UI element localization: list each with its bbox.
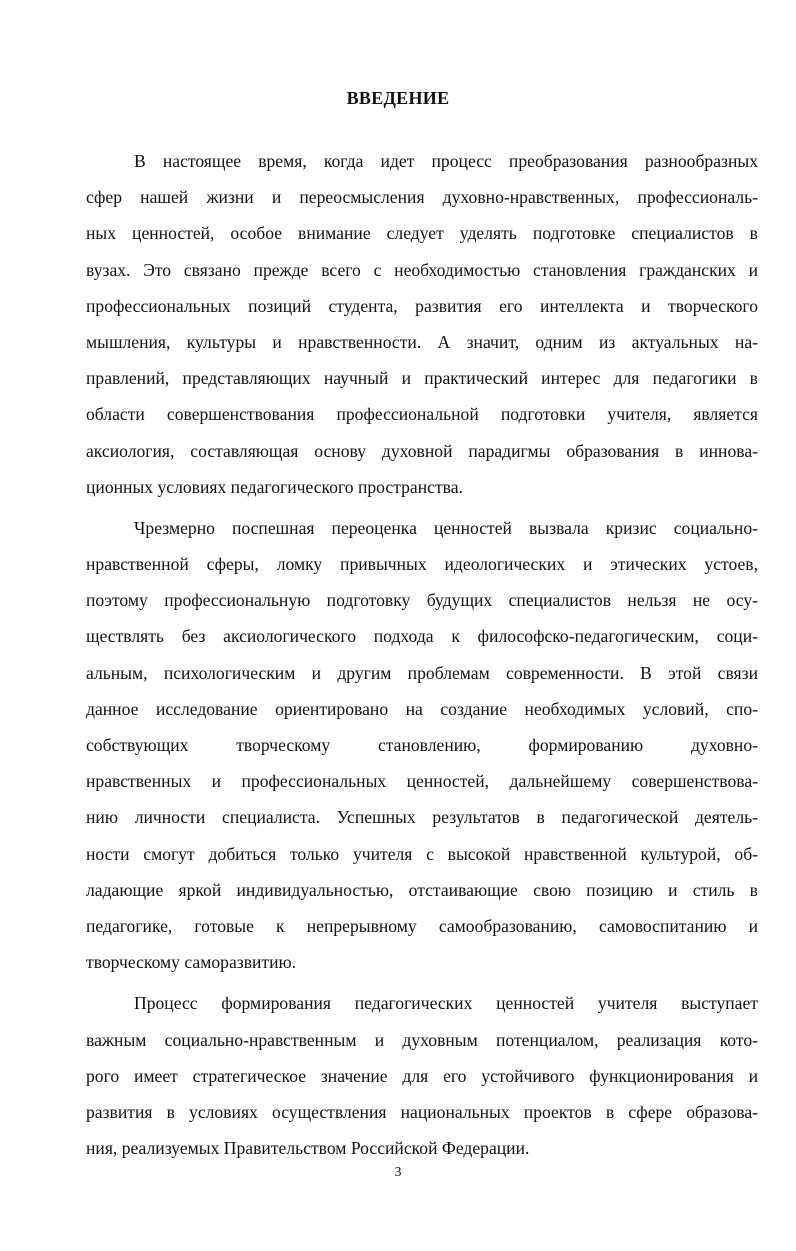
- paragraph-1: [86, 143, 758, 505]
- page-title: ВВЕДЕНИЕ: [346, 88, 450, 108]
- text-line: ности смогут добиться только учителя с высокой нравственной культурой, об-: [86, 843, 758, 864]
- text-line: нравственной сферы, ломку привычных идеологических и этических устоев,: [86, 554, 758, 575]
- text-line: нию личности специалиста. Успешных результатов в педагогической деятель-: [86, 807, 758, 828]
- text-line: В настоящее время, когда идет процесс преобразования разнообразных: [134, 151, 758, 171]
- text-line: ния, реализуемых Правительством Российской Федерации.: [86, 1138, 530, 1159]
- body-text: [86, 143, 758, 1166]
- text-line: поэтому профессиональную подготовку будущих специалистов нельзя не осу-: [86, 590, 758, 611]
- text-line: аксиология, составляющая основу духовной парадигмы образования в иннова-: [86, 440, 758, 461]
- text-line: педагогике, готовые к непрерывному самообразованию, самовоспитанию и: [86, 915, 758, 936]
- text-line: Процесс формирования педагогических ценностей учителя выступает: [134, 993, 758, 1014]
- text-line: сфер нашей жизни и переосмысления духовно-нравственных, профессиональ-: [86, 187, 758, 208]
- text-line: ных ценностей, особое внимание следует уделять подготовке специалистов в: [86, 223, 758, 244]
- text-line: собствующих творческому становлению, формированию духовно-: [86, 735, 758, 755]
- text-line: важным социально-нравственным и духовным потенциалом, реализация кото-: [86, 1029, 758, 1050]
- page-number: 3: [394, 1165, 402, 1180]
- text-line: рого имеет стратегическое значение для его устойчивого функционирования и: [86, 1065, 758, 1086]
- text-line: правлений, представляющих научный и практический интерес для педагогики в: [86, 368, 758, 389]
- text-line: ладающие яркой индивидуальностью, отстаивающие свою позицию и стиль в: [86, 879, 758, 900]
- text-line: творческому саморазвитию.: [86, 952, 297, 973]
- text-line: вузах. Это связано прежде всего с необходимостью становления гражданских и: [86, 259, 758, 280]
- text-line: ционных условиях педагогического пространства.: [86, 476, 463, 497]
- text-line: области совершенствования профессиональной подготовки учителя, является: [86, 404, 758, 425]
- text-line: данное исследование ориентировано на создание необходимых условий, спо-: [86, 698, 758, 719]
- paragraph-2: [86, 510, 758, 980]
- text-line: альным, психологическим и другим проблемам современности. В этой связи: [86, 662, 758, 683]
- text-line: развития в условиях осуществления национальных проектов в сфере образова-: [86, 1101, 758, 1122]
- text-line: мышления, культуры и нравственности. А значит, одним из актуальных на-: [86, 331, 758, 352]
- paragraph-3: [86, 985, 758, 1166]
- text-line: Чрезмерно поспешная переоценка ценностей вызвала кризис социально-: [134, 517, 758, 538]
- text-line: нравственных и профессиональных ценностей, дальнейшему совершенствова-: [86, 771, 758, 792]
- text-line: ществлять без аксиологического подхода к философско-педагогическим, соци-: [86, 626, 758, 647]
- text-line: профессиональных позиций студента, развития его интеллекта и творческого: [86, 295, 758, 316]
